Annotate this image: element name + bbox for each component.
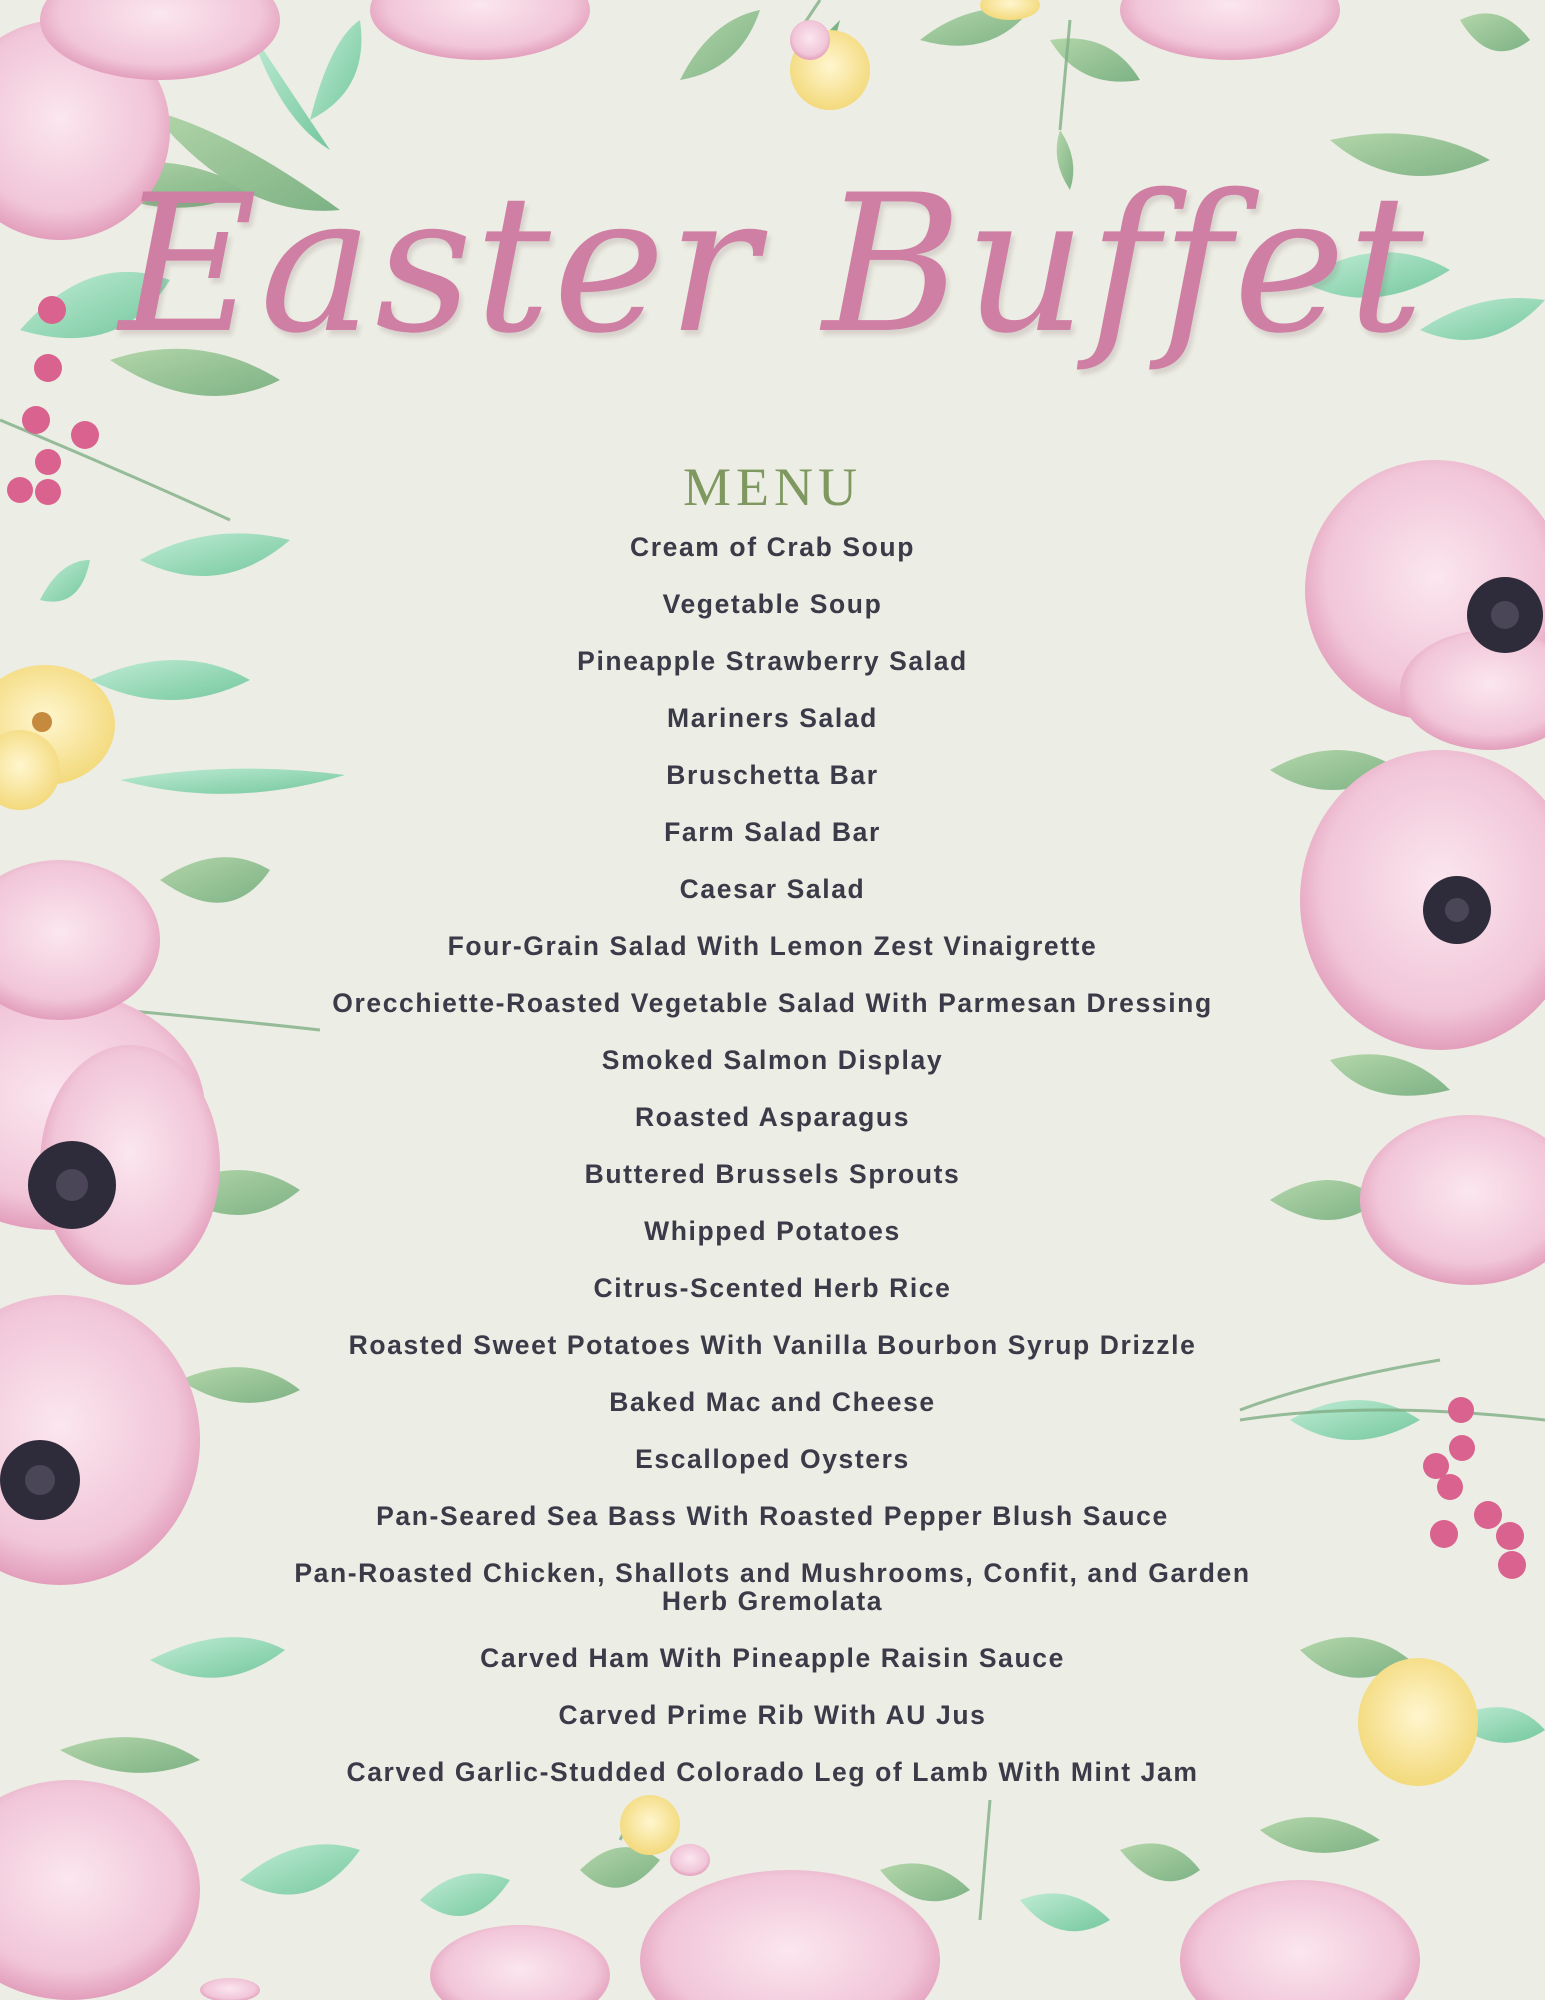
menu-item: Pan-Roasted Chicken, Shallots and Mushrooms, Confit, and Garden Herb Gremolata: [294, 1558, 1251, 1616]
menu-item: Roasted Sweet Potatoes With Vanilla Bourbon Syrup Drizzle: [348, 1330, 1197, 1360]
menu-item: Cream of Crab Soup: [629, 532, 915, 562]
berries-right: [1423, 1397, 1526, 1579]
menu-list: [270, 533, 1275, 1815]
menu-item: Bruschetta Bar: [666, 760, 879, 790]
flower-right-peony: [1360, 1115, 1545, 1285]
flower-bottom-center: [200, 1795, 940, 2000]
menu-item: Buttered Brussels Sprouts: [584, 1159, 961, 1189]
page-title: Easter Buffet: [119, 154, 1426, 375]
menu-item: Pan-Seared Sea Bass With Roasted Pepper Blush Sauce: [376, 1501, 1169, 1531]
menu-item: Four-Grain Salad With Lemon Zest Vinaigrette: [447, 931, 1098, 961]
flower-right-anemone-2: [1300, 750, 1545, 1050]
menu-item: Baked Mac and Cheese: [609, 1387, 936, 1417]
menu-item: Mariners Salad: [667, 703, 878, 733]
menu-item: Roasted Asparagus: [634, 1102, 911, 1132]
menu-item: Farm Salad Bar: [664, 817, 881, 847]
flower-right-bottom: [1180, 1880, 1420, 2000]
flower-left-anemone-1: [0, 860, 220, 1285]
flower-top-yellow: [790, 0, 1040, 110]
flower-right-yellow: [1358, 1658, 1478, 1786]
flower-left-yellow: [0, 665, 115, 810]
menu-item: Carved Ham With Pineapple Raisin Sauce: [480, 1643, 1065, 1673]
menu-item: Carved Garlic-Studded Colorado Leg of Lamb With Mint Jam: [346, 1757, 1199, 1787]
flower-left-anemone-2: [0, 1295, 200, 1585]
menu-item: Orecchiette-Roasted Vegetable Salad With Parmesan Dressing: [332, 988, 1213, 1018]
menu-item: Pineapple Strawberry Salad: [577, 646, 968, 676]
flower-left-bottom: [0, 1780, 200, 2000]
menu-item: Smoked Salmon Display: [601, 1045, 944, 1075]
menu-item: Whipped Potatoes: [644, 1216, 901, 1246]
menu-item: Caesar Salad: [679, 874, 866, 904]
menu-item: Citrus-Scented Herb Rice: [593, 1273, 952, 1303]
menu-item: Vegetable Soup: [662, 589, 883, 619]
menu-item: Escalloped Oysters: [635, 1444, 910, 1474]
menu-item: Carved Prime Rib With AU Jus: [558, 1700, 987, 1730]
menu-heading: MENU: [683, 457, 862, 517]
